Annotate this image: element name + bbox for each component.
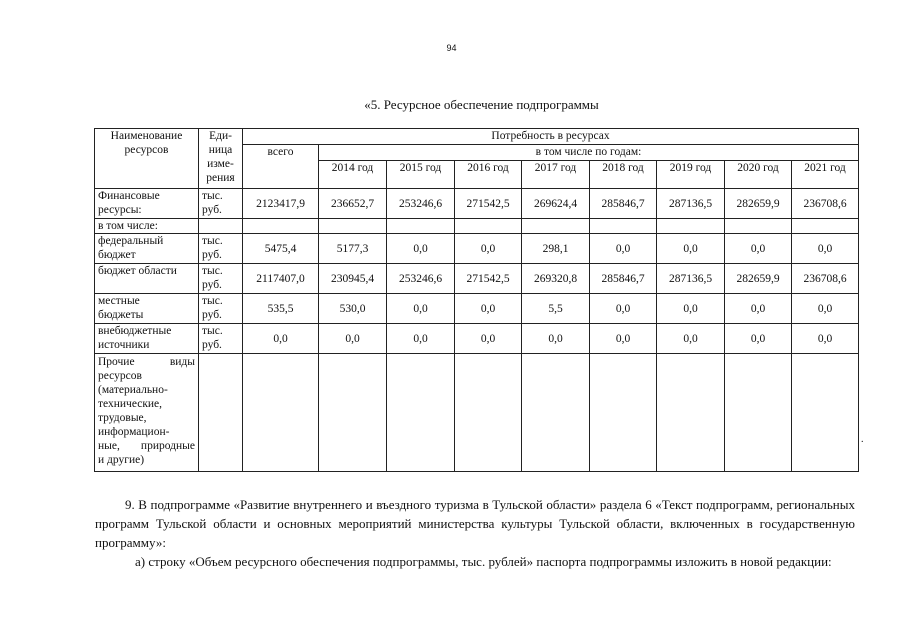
stray-mark: . — [861, 434, 864, 445]
value-2018: 285846,7 — [590, 264, 657, 294]
value-total: 535,5 — [243, 294, 319, 324]
value-2020: 0,0 — [725, 234, 792, 264]
year-2019: 2019 год — [657, 161, 725, 189]
header-by-years: в том числе по годам: — [319, 145, 859, 161]
value-2015: 253246,6 — [387, 264, 455, 294]
value-2017: 269624,4 — [522, 189, 590, 219]
value-2021: 0,0 — [792, 294, 859, 324]
row-including — [95, 219, 859, 234]
year-2020: 2020 год — [725, 161, 792, 189]
value-2017: 298,1 — [522, 234, 590, 264]
header-total: всего — [243, 145, 319, 189]
value-2020: 282659,9 — [725, 189, 792, 219]
value-2016: 271542,5 — [455, 189, 522, 219]
year-2016: 2016 год — [455, 161, 522, 189]
value-2021: 0,0 — [792, 324, 859, 354]
value-2016: 0,0 — [455, 294, 522, 324]
value-2016: 271542,5 — [455, 264, 522, 294]
row-financial — [95, 189, 859, 219]
value-2019: 0,0 — [657, 234, 725, 264]
paragraph-9: 9. В подпрограмме «Развитие внутреннего и въездного туризма в Тульской области» раздела 6 «Текст подпрограмм, региональных программ Тульской области и основных мероприятий министерства культуры Тульской области, включенных в государственную программу»: — [95, 497, 855, 550]
paragraph-a: а) строку «Объем ресурсного обеспечения подпрограммы, тыс. рублей» паспорта подпрограммы изложить в новой редакции: — [135, 554, 832, 569]
year-2021: 2021 год — [792, 161, 859, 189]
value-2018: 0,0 — [590, 234, 657, 264]
value-2019: 287136,5 — [657, 189, 725, 219]
row-label: Прочие виды ресурсов (материально- технические, трудовые, информацион- ные, природные и другие) — [95, 354, 199, 472]
row-extrabudgetary — [95, 324, 859, 354]
value-2015: 253246,6 — [387, 189, 455, 219]
row-local — [95, 294, 859, 324]
row-unit: тыс. руб. — [199, 189, 243, 219]
row-label: Финансовые ресурсы: — [95, 189, 199, 219]
row-label: в том числе: — [95, 219, 199, 234]
row-federal — [95, 234, 859, 264]
value-2018: 0,0 — [590, 294, 657, 324]
value-2014: 530,0 — [319, 294, 387, 324]
value-2019: 287136,5 — [657, 264, 725, 294]
value-2017: 269320,8 — [522, 264, 590, 294]
value-2014: 5177,3 — [319, 234, 387, 264]
row-regional — [95, 264, 859, 294]
value-2015: 0,0 — [387, 324, 455, 354]
value-2014: 236652,7 — [319, 189, 387, 219]
value-2019: 0,0 — [657, 324, 725, 354]
year-2014: 2014 год — [319, 161, 387, 189]
row-unit: тыс. руб. — [199, 264, 243, 294]
row-label: внебюджетные источники — [95, 324, 199, 354]
value-total: 0,0 — [243, 324, 319, 354]
value-2020: 0,0 — [725, 294, 792, 324]
value-2017: 5,5 — [522, 294, 590, 324]
year-2018: 2018 год — [590, 161, 657, 189]
value-2014: 230945,4 — [319, 264, 387, 294]
value-2018: 0,0 — [590, 324, 657, 354]
value-2019: 0,0 — [657, 294, 725, 324]
row-label: федеральный бюджет — [95, 234, 199, 264]
value-2017: 0,0 — [522, 324, 590, 354]
row-unit: тыс. руб. — [199, 294, 243, 324]
header-name: Наименование ресурсов — [95, 129, 199, 189]
value-2020: 0,0 — [725, 324, 792, 354]
year-2017: 2017 год — [522, 161, 590, 189]
value-2018: 285846,7 — [590, 189, 657, 219]
value-2014: 0,0 — [319, 324, 387, 354]
value-2015: 0,0 — [387, 294, 455, 324]
header-unit: Еди- ница изме- рения — [199, 129, 243, 189]
value-2016: 0,0 — [455, 234, 522, 264]
value-2021: 236708,6 — [792, 189, 859, 219]
value-2021: 0,0 — [792, 234, 859, 264]
row-unit: тыс. руб. — [199, 234, 243, 264]
header-need: Потребность в ресурсах — [243, 129, 859, 145]
section-title: «5. Ресурсное обеспечение подпрограммы — [364, 97, 599, 112]
row-unit: тыс. руб. — [199, 324, 243, 354]
value-2020: 282659,9 — [725, 264, 792, 294]
value-2015: 0,0 — [387, 234, 455, 264]
value-total: 2123417,9 — [243, 189, 319, 219]
row-label: бюджет области — [95, 264, 199, 294]
value-total: 5475,4 — [243, 234, 319, 264]
page-number: 94 — [446, 43, 457, 53]
resource-table — [94, 128, 859, 472]
value-2021: 236708,6 — [792, 264, 859, 294]
value-total: 2117407,0 — [243, 264, 319, 294]
row-other-resources — [95, 354, 859, 472]
value-2016: 0,0 — [455, 324, 522, 354]
year-2015: 2015 год — [387, 161, 455, 189]
row-label: местные бюджеты — [95, 294, 199, 324]
